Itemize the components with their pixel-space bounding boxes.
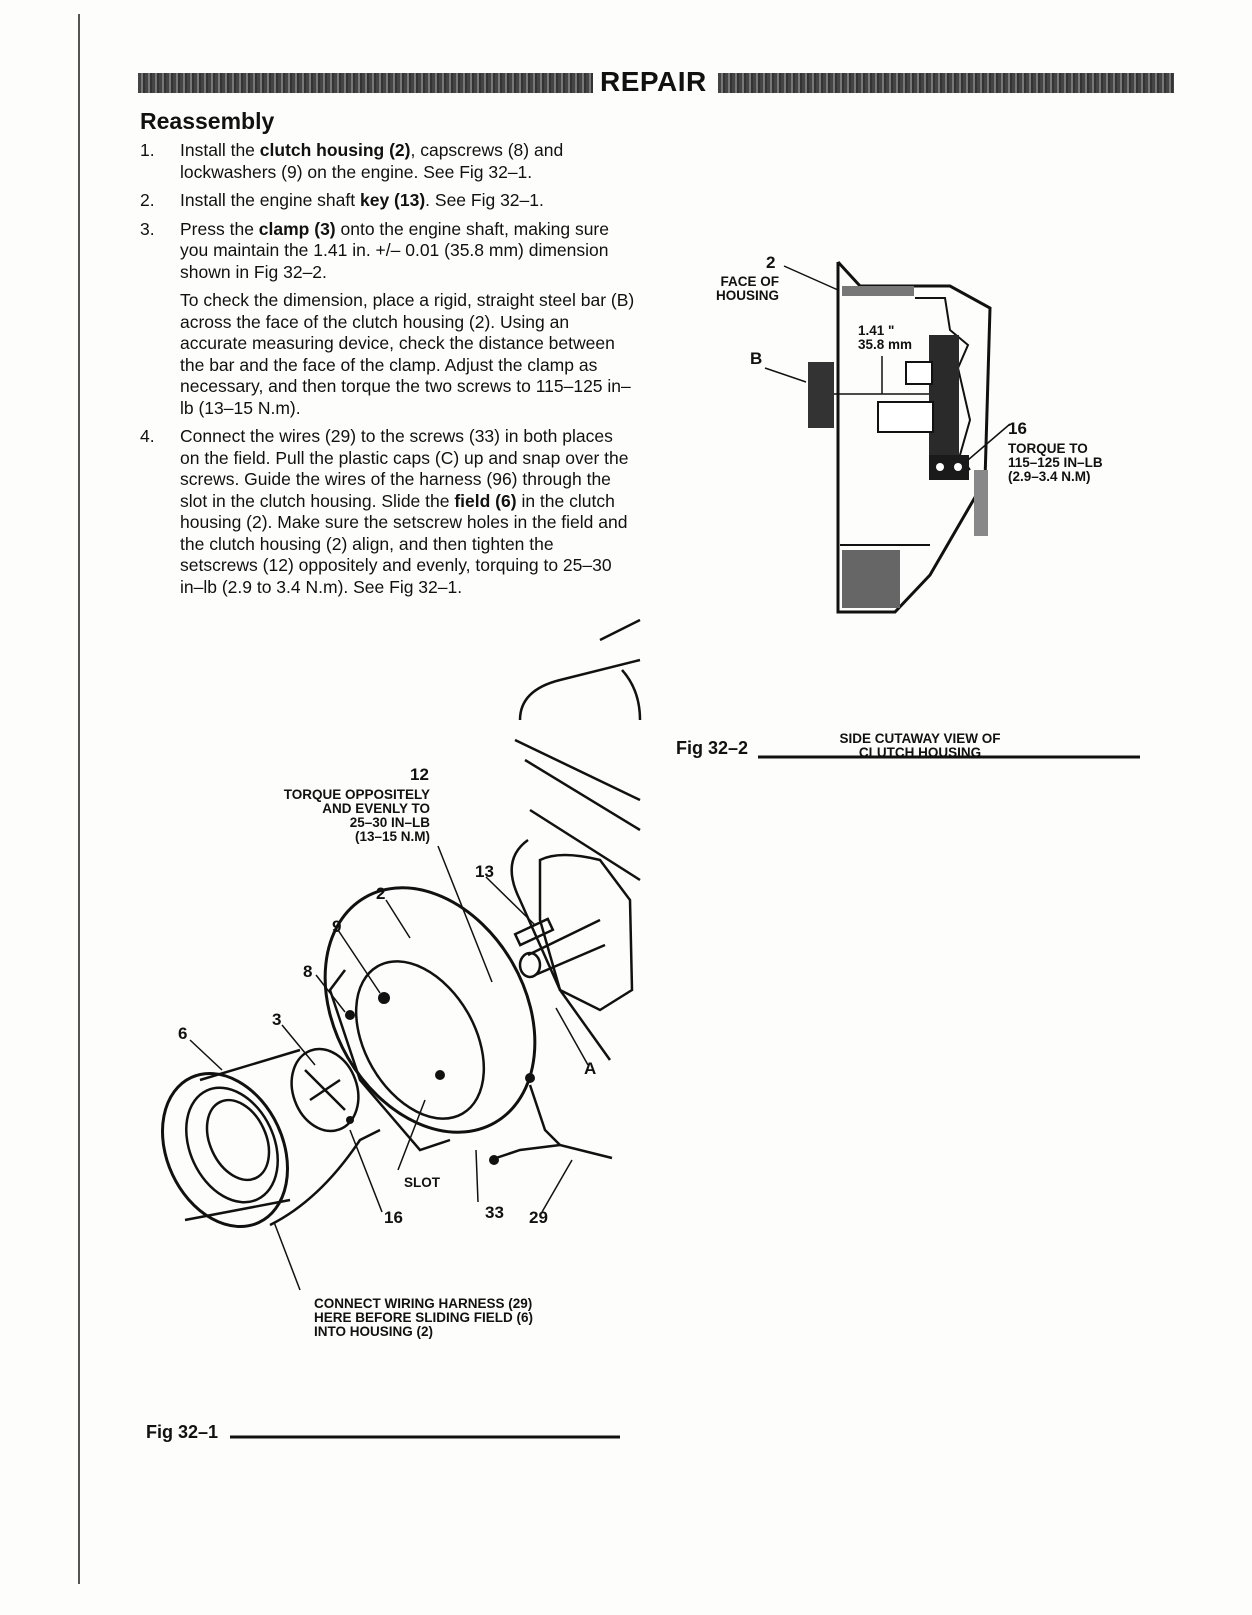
fig1-callout-12: 12	[410, 765, 429, 784]
fig1-callout-33: 33	[485, 1203, 504, 1222]
fig1-callout-3: 3	[272, 1010, 282, 1029]
fig1-callout-6: 6	[178, 1024, 188, 1043]
step-text: Press the clamp (3) onto the engine shaft, making sure you maintain the 1.41 in. +/– 0.01 (35.8 mm) dimension shown in Fig 32–2.	[180, 218, 609, 282]
step-number: 3.	[140, 218, 155, 239]
fig2-callout-b: B	[750, 349, 763, 368]
fig1-callout-16: 16	[384, 1208, 403, 1227]
fig2-callout-16: 16	[1008, 419, 1027, 438]
fig1-harness-note: CONNECT WIRING HARNESS (29) HERE BEFORE SLIDING FIELD (6) INTO HOUSING (2)	[314, 1296, 534, 1339]
fig1-callout-2: 2	[376, 884, 386, 903]
fig2-torque-note: TORQUE TO 115–125 IN–LB (2.9–3.4 N.M)	[1008, 441, 1103, 484]
step-number: 2.	[140, 190, 155, 210]
step-text: Install the clutch housing (2), capscrews (8) and lockwashers (9) on the engine. See Fig 32–1.	[180, 140, 564, 182]
fig1-callout-29: 29	[529, 1208, 548, 1227]
step-detail: To check the dimension, place a rigid, straight steel bar (B) across the face of the clutch housing (2). Using an accurate measuring device, check the distance between the bar and the face of the clamp. Adjust the clamp as necessary, and then torque the two screws to 115–125 in–lb (13–15 N.m).	[180, 290, 635, 418]
fig2-caption: SIDE CUTAWAY VIEW OF CLUTCH HOUSING	[839, 731, 1001, 760]
section-heading: Reassembly	[140, 108, 275, 134]
fig1-label: Fig 32–1	[146, 1422, 219, 1442]
fig1-callout-8: 8	[303, 962, 313, 981]
fig1-torque-note: TORQUE OPPOSITELY AND EVENLY TO 25–30 IN–LB (13–15 N.M)	[283, 787, 430, 844]
fig1-callout-a: A	[584, 1059, 597, 1078]
step-number: 1.	[140, 140, 155, 160]
fig2-dimension-label: 1.41 " 35.8 mm	[858, 323, 913, 352]
fig2-callout-2: 2	[766, 253, 776, 272]
fig1-callout-13: 13	[475, 862, 494, 881]
fig2-face-label: FACE OF HOUSING	[715, 274, 779, 303]
step-number: 4.	[140, 426, 155, 446]
fig1-callout-9: 9	[332, 917, 342, 936]
section-title: REPAIR	[600, 66, 707, 97]
fig1-callout-slot: SLOT	[404, 1175, 440, 1190]
step-text: Connect the wires (29) to the screws (33) in both places on the field. Pull the plastic caps (C) up and snap over the screws. Guide the wires of the harness (96) through the slot in the clutch housing. Slide the field (6) in the clutch housing (2). Make sure the setscrew holes in the field and the clutch housing (2) align, and then tighten the setscrews (12) oppositely and evenly, torquing to 25–30 in–lb (2.9 to 3.4 N.m). See Fig 32–1.	[180, 426, 629, 597]
fig2-label: Fig 32–2	[676, 738, 749, 758]
step-text: Install the engine shaft key (13). See Fig 32–1.	[180, 190, 544, 210]
